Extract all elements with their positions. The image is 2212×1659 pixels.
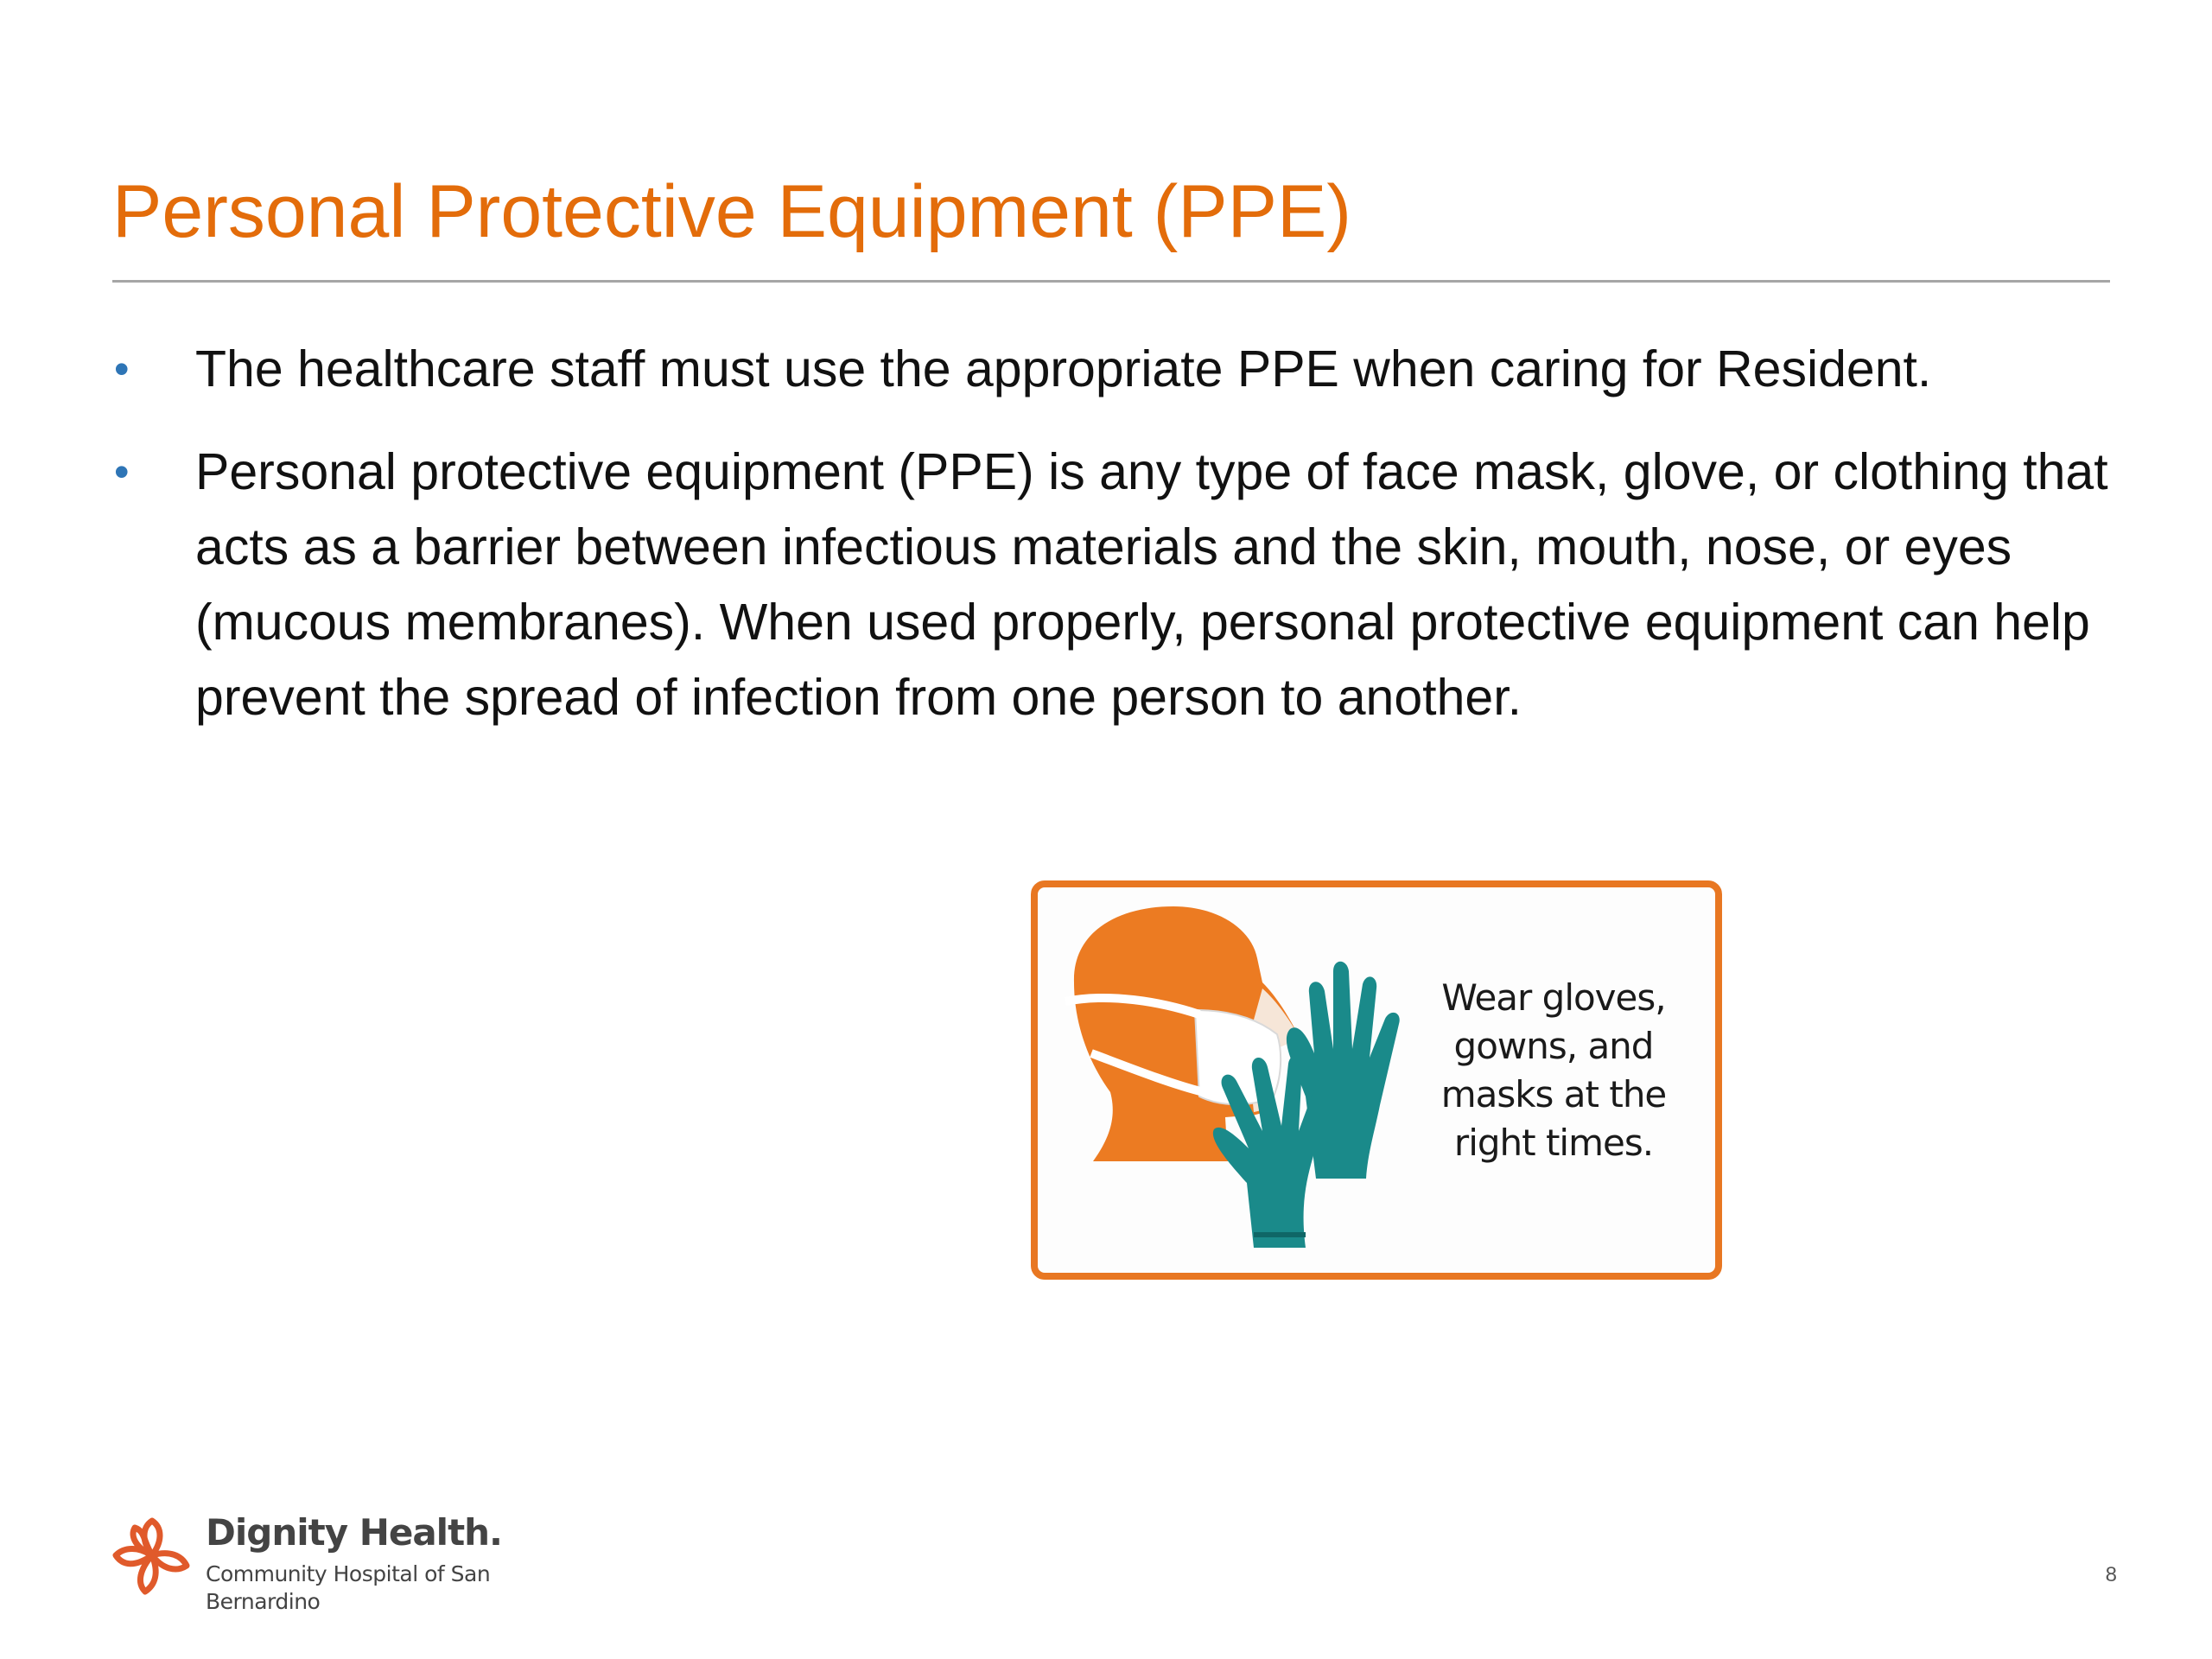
ppe-sign-text: Wear gloves, gowns, and masks at the right times. (1440, 976, 1667, 1164)
slide-title: Personal Protective Equipment (PPE) (112, 170, 1351, 253)
dignity-health-logo (111, 1510, 508, 1623)
logo-name: Dignity Health. (206, 1511, 503, 1554)
ppe-sign-image (1031, 880, 1722, 1280)
bullet-marker: • (114, 345, 130, 393)
bullet-text-2: Personal protective equipment (PPE) is any type of face mask, glove, or clothing that acts as a barrier between infectious materials and the skin, mouth, nose, or eyes (mucous membranes). When used properly, personal protective equipment can help prevent the spread of infection from one person to another. (195, 443, 2108, 726)
bullet-list (112, 332, 2126, 763)
title-divider (112, 280, 2110, 283)
bullet-item-2 (112, 435, 2126, 735)
flower-logo-icon (111, 1516, 194, 1599)
bullet-text-1: The healthcare staff must use the appropriate PPE when caring for Resident. (195, 340, 1932, 397)
logo-subtitle: Community Hospital of San Bernardino (206, 1561, 491, 1614)
bullet-item-1 (112, 332, 2126, 407)
page-number: 8 (2105, 1563, 2117, 1586)
bullet-marker: • (114, 448, 130, 496)
